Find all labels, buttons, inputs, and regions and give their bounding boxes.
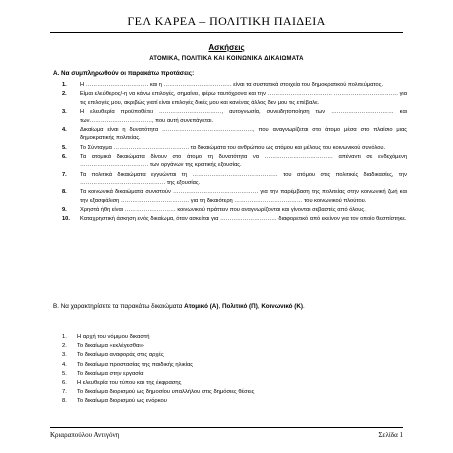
list-item — [62, 388, 254, 397]
item-text: Δικαίωμα είναι η δυνατότητα …………………………………………, που αναγνωρίζεται στο άτομο μέσα στο πλαίσιο μιας δημοκρατικής πολιτείας. — [80, 126, 407, 142]
item-number: 5. — [62, 144, 67, 151]
rights-list — [62, 333, 254, 407]
item-text: Το δικαίωμα «εκλέγεσθαι» — [77, 343, 144, 350]
item-number: 8. — [62, 189, 67, 196]
list-item — [62, 108, 407, 125]
separator: , — [218, 303, 222, 310]
section-subtitle: ΑΤΟΜΙΚΑ, ΠΟΛΙΤΙΚΑ ΚΑΙ ΚΟΙΝΩΝΙΚΑ ΔΙΚΑΙΩΜΑΤΑ — [149, 56, 304, 62]
item-number: 1. — [62, 334, 67, 340]
item-text: Η ελευθερία του τύπου και της έκφρασης — [77, 380, 182, 387]
item-number: 7. — [62, 389, 67, 396]
item-number: 4. — [62, 126, 67, 133]
item-text: Τα πολιτικά δικαιώματα εγγυώνται τη ……………………………………… του ατόμου στις πολιτικές διαδικασίες, την ……………………………………… της εξουσίας. — [80, 171, 407, 187]
label-politiko: Πολιτικό (Π) — [221, 303, 258, 310]
item-text: Καταχρηστική άσκηση ενός δικαίωμα, όταν ασκείται για ………………………… διαφορετικό από εκείνον για τον οποίο θεσπίστηκε. — [80, 216, 407, 223]
list-item — [62, 90, 407, 107]
list-item — [62, 342, 254, 351]
list-item — [62, 370, 254, 379]
item-text: Τα ατομικά δικαιώματα δίνουν στο άτομο τη δυνατότητα να ……………………………… απέναντι σε ενδεχόμενη ……………………………… των οργάνων της κρατικής εξουσίας. — [80, 153, 407, 169]
part-b-prefix: Β. Να χαρακτηρίσετε τα παρακάτω δικαιώματα — [53, 303, 185, 310]
item-number: 4. — [62, 361, 67, 368]
separator: , — [257, 303, 262, 310]
item-text: Το δικαίωμα προστασίας της παιδικής ηλικίας — [77, 361, 194, 368]
list-item — [62, 351, 254, 360]
item-text: Το Σύνταγμα …………………………………. τα δικαιώματα του ανθρώπου ως ατόμου και μέλους του κοινωνικού συνόλου. — [80, 144, 386, 151]
item-number: 9. — [62, 207, 67, 214]
list-item — [62, 81, 407, 90]
item-number: 2. — [62, 91, 67, 98]
item-number: 7. — [62, 171, 67, 178]
label-atomiko: Ατομικό (Α) — [184, 303, 219, 310]
page-header: ΓΕΛ ΚΑΡΕΑ – ΠΟΛΙΤΙΚΗ ΠΑΙΔΕΙΑ — [50, 14, 403, 33]
list-item — [62, 397, 254, 406]
page-footer — [50, 427, 403, 439]
label-koinoniko: Κοινωνικό (Κ) — [261, 303, 304, 310]
item-number: 6. — [62, 380, 67, 387]
item-text: Η ελευθερία προϋποθέτει ……………………………, αυτογνωσία, συνειδητοποίηση των …………………………… και των……………………………, που αυτή συνεπάγεται. — [80, 108, 407, 124]
list-item — [62, 126, 407, 143]
item-text: Το δικαίωμα στην εργασία — [77, 370, 144, 377]
fill-in-list — [62, 81, 407, 224]
part-b-suffix: . — [303, 303, 305, 310]
item-text: Τα κοινωνικά δικαιώματα συνιστούν ……………………………………… για την παρέμβαση της πολιτείας στην κοινωνική ζωή και την εξασφάλιση ……………………………… για τη δικαιότερη ……………………………… του κοινωνικού πλούτου. — [80, 189, 407, 204]
item-number: 3. — [62, 108, 67, 115]
list-item — [62, 188, 407, 205]
item-text: Η αρχή του νόμιμου δικαστή — [77, 334, 150, 340]
footer-author: Κριαραπούλου Αντιγόνη — [50, 431, 120, 439]
item-number: 5. — [62, 370, 67, 377]
list-item — [62, 215, 407, 224]
section-title: Ασκήσεις — [208, 43, 245, 52]
item-number: 3. — [62, 352, 67, 359]
item-text: Η …………………………… και η ……………………………… είναι τα συστατικά στοιχεία του δημοκρατικού πολιτεύματος. — [80, 82, 384, 88]
item-number: 6. — [62, 153, 67, 160]
item-number: 1. — [62, 82, 67, 88]
item-text: Το δικαίωμα διορισμού ως δημοσίου υπαλλήλου στις δημόσιες θέσεις — [77, 389, 255, 396]
item-number: 2. — [62, 343, 67, 350]
item-number: 10. — [62, 216, 70, 223]
item-text: Χρηστά ήθη είναι ……………………… κοινωνικού πράττειν που αναγνωρίζονται και γίνονται σεβαστές από όλους. — [80, 207, 366, 214]
list-item — [62, 333, 254, 342]
list-item — [62, 144, 407, 153]
list-item — [62, 379, 254, 388]
part-a-heading: Α. Να συμπληρωθούν οι παρακάτω προτάσεις: — [53, 70, 195, 77]
list-item — [62, 171, 407, 188]
footer-page-number: Σελίδα 1 — [378, 431, 403, 439]
item-number: 8. — [62, 398, 67, 405]
list-item — [62, 206, 407, 215]
item-text: Το δικαίωμα διορισμού ως ενόρκου — [77, 398, 167, 405]
list-item — [62, 153, 407, 170]
item-text: Το δικαίωμα αναφοράς στις αρχές — [77, 352, 164, 359]
list-item — [62, 361, 254, 370]
part-b-heading — [53, 303, 408, 311]
item-text: Είμαι ελεύθερος/-η να κάνω επιλογές, σημαίνει, φέρω ταυτόχρονα και την ……………………………. ……………………………. για τις επιλογές μου, ακριβώς γιατί είναι επιλογές δικές μου και κανένας άλλος δεν μου τις επέβαλε. — [80, 91, 407, 106]
